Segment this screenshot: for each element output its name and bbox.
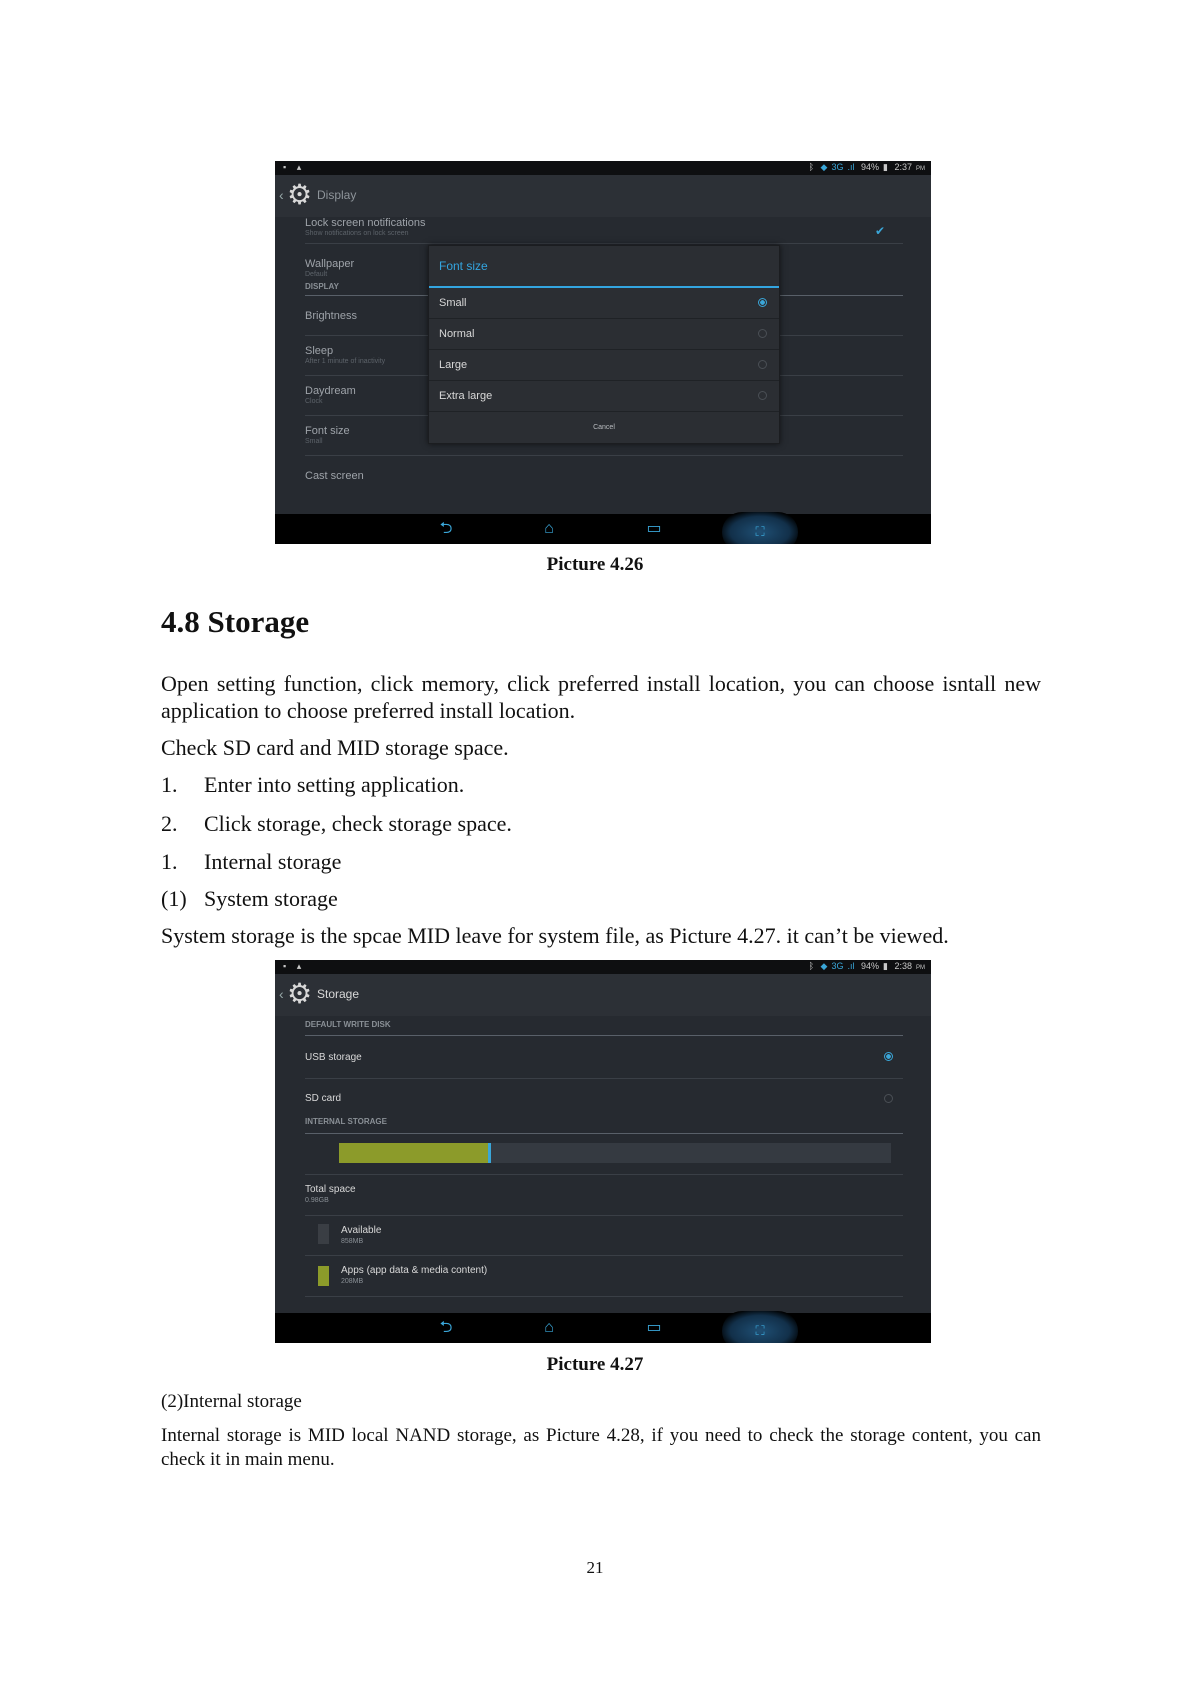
option-label: Extra large	[439, 390, 493, 402]
option-sd-card[interactable]	[305, 1079, 903, 1117]
check-line: Check SD card and MID storage space.	[161, 735, 509, 760]
step-text: Internal storage	[204, 849, 342, 874]
item-title: Cast screen	[305, 470, 364, 482]
item-subtitle: After 1 minute of inactivity	[305, 358, 386, 365]
category-default-write-disk: DEFAULT WRITE DISK	[305, 1016, 903, 1036]
radio-selected-icon[interactable]	[758, 298, 767, 307]
section-heading: 4.8 Storage	[161, 604, 310, 639]
apps-row[interactable]	[305, 1256, 903, 1297]
intro-paragraph: Open setting function, click memory, click preferred install location, you can choose isntall new application to choose preferred install location.	[161, 671, 1041, 723]
clock-ampm: PM	[916, 166, 925, 172]
settings-gear-icon[interactable]: ⚙	[287, 978, 313, 1009]
item-title: Font size	[305, 425, 350, 437]
battery-icon: ▮	[883, 162, 888, 172]
item-title: Brightness	[305, 310, 357, 322]
option-label: Normal	[439, 328, 475, 340]
picture-caption-4-27: Picture 4.27	[546, 1354, 644, 1375]
navigation-bar	[275, 514, 931, 544]
item-title: Lock screen notifications	[305, 217, 426, 229]
step-item	[161, 811, 512, 837]
wifi-icon: ◆	[820, 162, 828, 172]
item-subtitle: Small	[305, 438, 323, 445]
bluetooth-icon: ᛒ	[808, 961, 814, 971]
status-indicators	[805, 961, 925, 972]
recent-apps-icon[interactable]: ▭	[646, 520, 662, 537]
back-icon[interactable]: ⮌	[439, 520, 453, 537]
category-internal-storage: INTERNAL STORAGE	[305, 1117, 903, 1134]
wifi-icon: ◆	[820, 961, 828, 971]
total-space-label: Total space	[305, 1184, 356, 1195]
step-text: System storage	[204, 886, 338, 911]
radio-icon[interactable]	[884, 1094, 893, 1103]
page-number: 21	[586, 1558, 604, 1577]
apps-value: 208MB	[341, 1278, 364, 1285]
battery-level: 94%	[860, 162, 879, 172]
status-bar	[275, 960, 931, 974]
item-title: Sleep	[305, 345, 334, 357]
step-number: 1.	[161, 849, 178, 874]
storage-usage-bar	[305, 1134, 903, 1175]
option-large[interactable]	[429, 350, 779, 381]
status-bar	[275, 161, 931, 175]
checkbox-checked-icon[interactable]: ✔	[874, 224, 885, 238]
internal-storage-paragraph: Internal storage is MID local NAND storage, as Picture 4.28, if you need to check the storage content, you can check it in main menu.	[161, 1425, 1041, 1470]
system-storage-paragraph: System storage is the spcae MID leave for system file, as Picture 4.27. it can’t be viewed.	[161, 923, 949, 948]
signal-icon: .ıl	[847, 961, 855, 971]
option-label: USB storage	[305, 1052, 362, 1063]
total-space-row	[305, 1175, 903, 1216]
radio-icon[interactable]	[758, 329, 767, 338]
apps-label: Apps (app data & media content)	[341, 1265, 488, 1276]
internal-storage-heading: (2)Internal storage	[161, 1391, 302, 1412]
signal-type: 3G	[831, 961, 844, 971]
home-icon[interactable]: ⌂	[544, 520, 554, 537]
picture-caption-4-26: Picture 4.26	[546, 554, 644, 575]
step-text: Enter into setting application.	[204, 772, 465, 797]
option-extra-large[interactable]	[429, 381, 779, 412]
font-size-dialog	[428, 245, 780, 444]
option-label: Small	[439, 297, 467, 309]
list-item-cast-screen[interactable]	[305, 456, 903, 492]
clock-ampm: PM	[916, 965, 925, 971]
available-row	[305, 1216, 903, 1256]
apps-color-swatch	[318, 1266, 329, 1286]
step-item	[161, 772, 464, 798]
storage-list	[305, 1016, 903, 1297]
home-icon[interactable]: ⌂	[544, 1319, 554, 1336]
step-number: 2.	[161, 811, 178, 836]
usage-bar-track	[339, 1143, 891, 1163]
option-label: Large	[439, 359, 468, 371]
radio-icon[interactable]	[758, 391, 767, 400]
radio-selected-icon[interactable]	[884, 1052, 893, 1061]
available-label: Available	[341, 1225, 382, 1236]
screenshot-storage-settings	[275, 960, 931, 1343]
item-subtitle: Clock	[305, 398, 323, 405]
screenshot-icon[interactable]: ⛶	[722, 1311, 798, 1343]
signal-icon: .ıl	[847, 162, 855, 172]
page-title: Storage	[317, 987, 360, 1001]
item-subtitle: Default	[305, 271, 328, 278]
available-value: 858MB	[341, 1238, 364, 1245]
step-number: 1.	[161, 772, 178, 797]
item-title: Wallpaper	[305, 258, 355, 270]
settings-gear-icon[interactable]: ⚙	[287, 179, 313, 210]
dialog-title: Font size	[429, 246, 779, 288]
total-space-value: 0.98GB	[305, 1197, 329, 1204]
radio-icon[interactable]	[758, 360, 767, 369]
notification-icons: ▪ ▴	[283, 961, 306, 971]
signal-type: 3G	[831, 162, 844, 172]
back-icon[interactable]: ⮌	[439, 1319, 453, 1336]
list-item-lock-screen-notifications[interactable]	[305, 217, 903, 244]
notification-icons: ▪ ▴	[283, 162, 306, 172]
navigation-bar	[275, 1313, 931, 1343]
cancel-button[interactable]: Cancel	[593, 424, 615, 431]
option-normal[interactable]	[429, 319, 779, 350]
status-indicators	[805, 162, 925, 173]
battery-icon: ▮	[883, 961, 888, 971]
usage-bar-apps-fill	[339, 1143, 488, 1163]
clock-time: 2:37	[894, 162, 912, 172]
step-item	[161, 886, 338, 912]
usage-bar-divider	[488, 1143, 491, 1163]
step-text: Click storage, check storage space.	[204, 811, 512, 836]
screenshot-icon[interactable]: ⛶	[722, 512, 798, 544]
action-bar	[275, 974, 931, 1016]
available-color-swatch	[318, 1224, 329, 1244]
option-small[interactable]	[429, 288, 779, 319]
screenshot-display-settings	[275, 161, 931, 544]
option-label: SD card	[305, 1093, 342, 1104]
step-number: (1)	[161, 886, 187, 911]
option-usb-storage[interactable]	[305, 1036, 903, 1079]
item-subtitle: Show notifications on lock screen	[305, 230, 409, 237]
step-item	[161, 849, 341, 875]
back-caret-icon[interactable]: ‹	[279, 187, 284, 203]
back-caret-icon[interactable]: ‹	[279, 986, 284, 1002]
battery-level: 94%	[860, 961, 879, 971]
item-title: Daydream	[305, 385, 356, 397]
action-bar	[275, 175, 931, 217]
category-display: DISPLAY	[305, 282, 903, 296]
clock-time: 2:38	[894, 961, 912, 971]
bluetooth-icon: ᛒ	[808, 162, 814, 172]
recent-apps-icon[interactable]: ▭	[646, 1319, 662, 1336]
page-title: Display	[317, 188, 357, 202]
